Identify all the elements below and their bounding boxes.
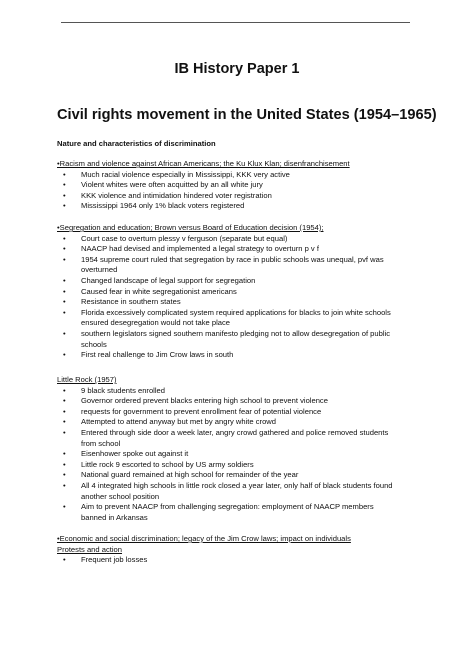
section-little-rock bbox=[57, 375, 394, 523]
document-subtitle: Civil rights movement in the United States (1954–1965) bbox=[57, 107, 437, 123]
list-item: • Attempted to attend anyway but met by angry white crowd bbox=[57, 417, 394, 428]
section-title: Little Rock (1957) bbox=[57, 375, 117, 384]
list-item: • National guard remained at high school for remainder of the year bbox=[57, 470, 394, 481]
list-item: • Aim to prevent NAACP from challenging segregation: employment of NAACP members banned in Arkansas bbox=[57, 502, 394, 523]
list-item: • Entered through side door a week later, angry crowd gathered and police removed students from school bbox=[57, 428, 394, 449]
list-item: • Caused fear in white segregationist americans bbox=[57, 287, 394, 298]
top-rule bbox=[61, 22, 410, 23]
section-subtitle: Protests and action bbox=[57, 544, 123, 554]
list-item: • requests for government to prevent enrollment fear of potential violence bbox=[57, 407, 394, 418]
list-item: • Much racial violence especially in Mississippi, KKK very active bbox=[57, 170, 394, 181]
list-item: • First real challenge to Jim Crow laws in south bbox=[57, 350, 394, 361]
list-item: • Violent whites were often acquitted by an all white jury bbox=[57, 180, 394, 191]
list-item: • Court case to overturn plessy v ferguson (separate but equal) bbox=[57, 234, 394, 245]
list-item: • Florida excessively complicated system required applications for blacks to join white schools ensured desegregation would not take place bbox=[57, 308, 394, 329]
list-item: • Mississippi 1964 only 1% black voters registered bbox=[57, 201, 394, 212]
section-title: •Racism and violence against African Americans; the Ku Klux Klan; disenfranchisement bbox=[57, 159, 350, 168]
bullet-list bbox=[57, 170, 394, 212]
list-item: • Governor ordered prevent blacks entering high school to prevent violence bbox=[57, 396, 394, 407]
list-item: • southern legislators signed southern manifesto pledging not to allow desegregation of public schools bbox=[57, 329, 394, 350]
list-item: • Frequent job losses bbox=[57, 555, 394, 566]
page-title: IB History Paper 1 bbox=[174, 61, 300, 77]
list-item: • Resistance in southern states bbox=[57, 297, 394, 308]
list-item: • Little rock 9 escorted to school by US army soldiers bbox=[57, 460, 394, 471]
bullet-list bbox=[57, 555, 394, 566]
list-item: • All 4 integrated high schools in little rock closed a year later, only half of black students found another school position bbox=[57, 481, 394, 502]
section-title: •Segregation and education; Brown versus Board of Education decision (1954); bbox=[57, 223, 324, 232]
list-item: • Eisenhower spoke out against it bbox=[57, 449, 394, 460]
section-segregation bbox=[57, 223, 394, 361]
section-title: •Economic and social discrimination; legacy of the Jim Crow laws; impact on individuals bbox=[57, 534, 351, 543]
section-economic bbox=[57, 534, 394, 566]
list-item: • KKK violence and intimidation hindered voter registration bbox=[57, 191, 394, 202]
bullet-list bbox=[57, 234, 394, 361]
list-item: • 1954 supreme court ruled that segregation by race in public schools was unequal, pvf was overturned bbox=[57, 255, 394, 276]
list-item: • 9 black students enrolled bbox=[57, 386, 394, 397]
section-racism bbox=[57, 159, 394, 212]
section-heading: Nature and characteristics of discrimination bbox=[57, 139, 216, 148]
bullet-list bbox=[57, 386, 394, 524]
list-item: • Changed landscape of legal support for segregation bbox=[57, 276, 394, 287]
list-item: • NAACP had devised and implemented a legal strategy to overturn p v f bbox=[57, 244, 394, 255]
